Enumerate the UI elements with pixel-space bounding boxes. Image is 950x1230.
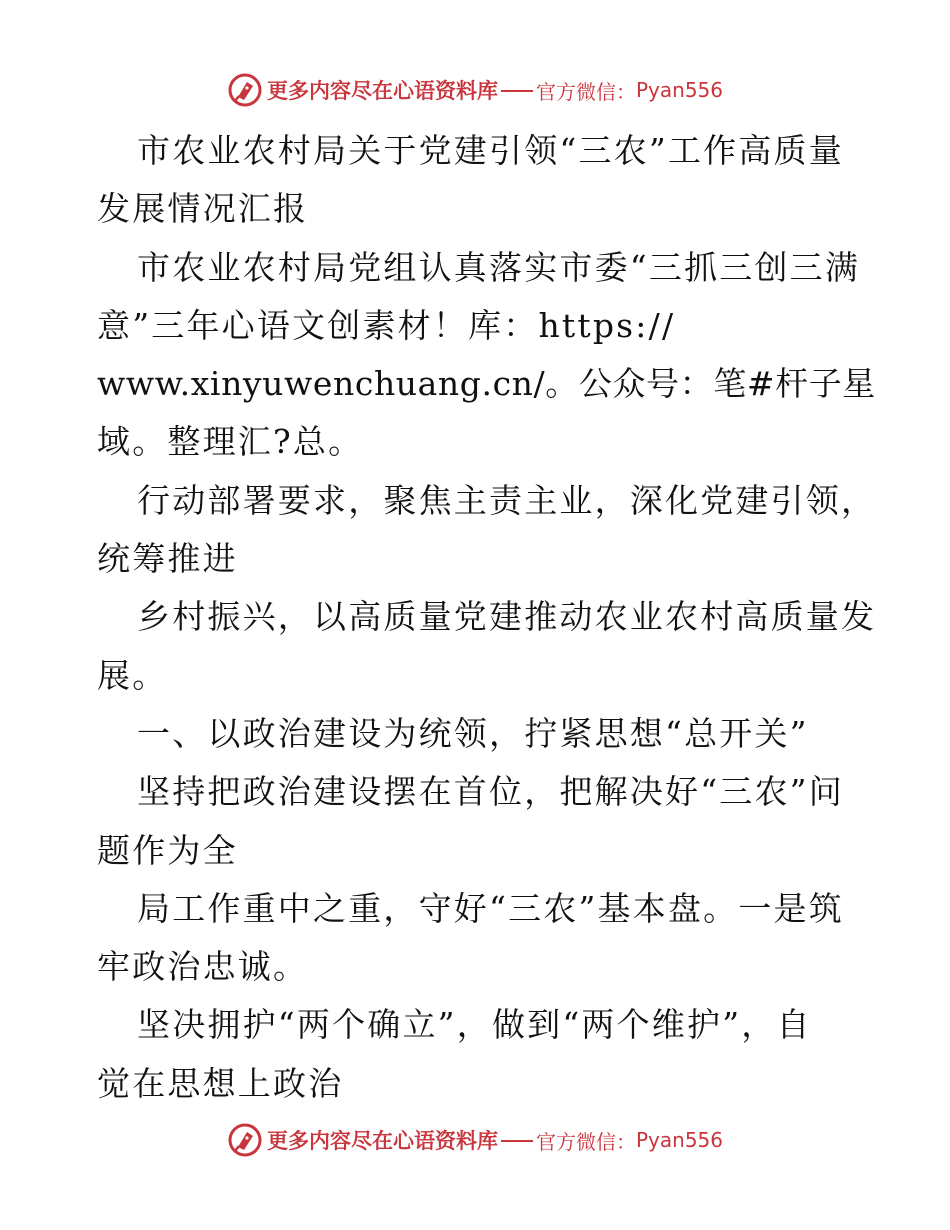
document-line: 市农业农村局关于党建引领“三农”工作高质量 [137,131,844,170]
header-banner [0,70,950,110]
document-line: 牢政治忠诚。 [97,947,309,987]
document-line: 觉在思想上政治 [97,1063,344,1103]
document-line: 一、以政治建设为统领，拧紧思想“总开关” [137,713,809,753]
document-line: 坚决拥护“两个确立”，做到“两个维护”，自 [137,1005,812,1045]
document-line: 题作为全 [97,830,238,870]
document-line: 市农业农村局党组认真落实市委“三抓三创三满 [137,247,861,287]
footer-banner [0,1120,950,1160]
document-body [97,122,877,1113]
document-line: 行动部署要求，聚焦主责主业，深化党建引领， [137,480,877,520]
document-line: 统筹推进 [97,539,238,579]
document-line: 坚持把政治建设摆在首位，把解决好“三农”问 [137,772,844,812]
document-line: 展。 [97,655,168,695]
pen-nib-circle-icon [227,1122,263,1158]
document-line: 发展情况汇报 [97,189,309,229]
banner-title: 更多内容尽在心语资料库 [266,1128,498,1153]
banner-divider [501,1140,533,1142]
banner-divider [501,90,533,92]
banner-wechat-id: Pyan556 [635,78,723,102]
pen-nib-circle-icon [227,72,263,108]
document-line: www.xinyuwenchuang.cn/。公众号：笔#杆子星 [97,364,876,404]
document-line: 局工作重中之重，守好“三农”基本盘。一是筑 [137,888,844,928]
banner-title: 更多内容尽在心语资料库 [266,78,498,103]
document-line: 乡村振兴，以高质量党建推动农业农村高质量发 [137,597,877,637]
banner-wechat-label: 官方微信： [535,1129,636,1154]
banner-wechat-id: Pyan556 [635,1128,723,1152]
banner-wechat-label: 官方微信： [535,79,636,104]
document-line: 域。整理汇?总。 [97,422,364,462]
document-line: 意”三年心语文创素材！库：https:// [97,305,676,345]
